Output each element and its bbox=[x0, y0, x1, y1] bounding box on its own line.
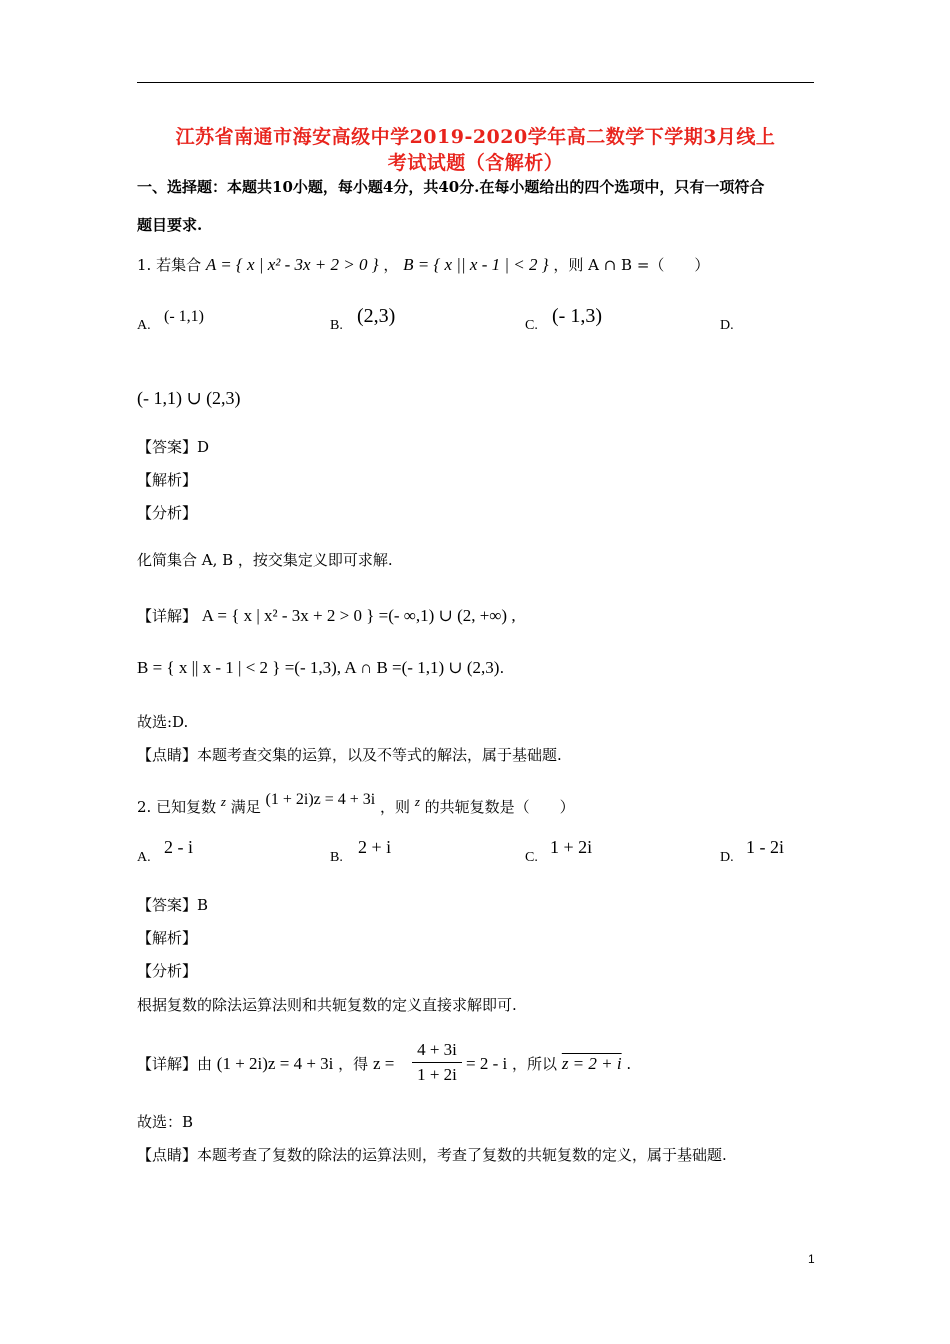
q2-answer: 【答案】B bbox=[137, 896, 209, 914]
q2-dianjing: 【点睛】本题考查了复数的除法的运算法则，考查了复数的共轭复数的定义，属于基础题. bbox=[137, 1146, 727, 1164]
q1-choose: 故选:D. bbox=[137, 713, 189, 731]
q1-detail-eq2: B = { x || x - 1 | < 2 } =(- 1,3), A ∩ B =(- 1,1) ∪ (2,3) bbox=[137, 658, 500, 677]
q2-equation: (1 + 2i)z = 4 + 3i bbox=[265, 791, 376, 808]
q1-option-d-label: D. bbox=[720, 318, 734, 333]
q1-stem-prefix: 1. 若集合 bbox=[137, 256, 202, 274]
q1-comma: ， bbox=[383, 256, 399, 274]
q2-detail-eq1: (1 + 2i)z = 4 + 3i bbox=[216, 1054, 334, 1073]
page-number: 1 bbox=[808, 1252, 815, 1266]
q1-option-d-value: (- 1,1) ∪ (2,3) bbox=[137, 388, 241, 408]
q2-option-d-value: 1 - 2i bbox=[746, 837, 784, 857]
q2-frac-denominator: 1 + 2i bbox=[417, 1065, 457, 1084]
q1-stem-suffix: ，则 A ∩ B =（ ） bbox=[553, 256, 710, 274]
q1-option-b-value: (2,3) bbox=[357, 305, 396, 327]
q2-conjugate: z = 2 + i bbox=[561, 1054, 622, 1073]
q2-detail-label: 【详解】由 bbox=[137, 1055, 213, 1073]
q2-option-b-value: 2 + i bbox=[358, 837, 392, 857]
q2-analysis: 根据复数的除法运算法则和共轭复数的定义直接求解即可. bbox=[137, 996, 517, 1014]
q1-option-c-label: C. bbox=[525, 318, 538, 333]
q2-option-d-label: D. bbox=[720, 850, 734, 865]
q1-detail-end: . bbox=[499, 659, 505, 677]
q1-detail-line2 bbox=[137, 658, 504, 678]
q1-detail-line1 bbox=[137, 606, 516, 626]
q2-z-var-2: z bbox=[414, 794, 420, 809]
q2-stem-prefix: 2. 已知复数 bbox=[137, 798, 217, 816]
q1-fenxi: 【分析】 bbox=[137, 504, 198, 522]
q2-detail bbox=[137, 1054, 394, 1074]
document-title-line2: 考试试题（含解析） bbox=[387, 152, 564, 174]
q1-stem bbox=[137, 255, 709, 275]
q2-option-a-label: A. bbox=[137, 850, 151, 865]
q1-option-c-value: (- 1,3) bbox=[552, 305, 602, 327]
q2-jiexi: 【解析】 bbox=[137, 929, 198, 947]
q1-set-b: B = { x || x - 1 | < 2 } bbox=[403, 255, 549, 274]
q1-dianjing: 【点睛】本题考查交集的运算，以及不等式的解法，属于基础题. bbox=[137, 746, 562, 764]
q1-option-b-label: B. bbox=[330, 318, 343, 333]
q2-choose: 故选：B bbox=[137, 1113, 194, 1131]
q2-option-c-value: 1 + 2i bbox=[550, 837, 593, 857]
q2-frac-bar bbox=[412, 1062, 462, 1063]
q2-detail-mid: ，得 bbox=[338, 1055, 369, 1073]
q1-detail-label: 【详解】 bbox=[137, 607, 198, 625]
q2-frac-numerator: 4 + 3i bbox=[417, 1040, 457, 1059]
q2-option-c-label: C. bbox=[525, 850, 538, 865]
q1-jiexi: 【解析】 bbox=[137, 471, 198, 489]
q2-stem bbox=[137, 790, 575, 816]
q1-detail-eq1: A = { x | x² - 3x + 2 > 0 } =(- ∞,1) ∪ (2, +∞) , bbox=[201, 606, 516, 625]
section-heading-line2: 题目要求. bbox=[137, 216, 203, 234]
q1-set-a: A = { x | x² - 3x + 2 > 0 } bbox=[205, 255, 379, 274]
q1-option-a-label: A. bbox=[137, 318, 151, 333]
q2-fenxi: 【分析】 bbox=[137, 962, 198, 980]
q2-z-var: z bbox=[220, 794, 226, 809]
document-title-line1: 江苏省南通市海安高级中学2019-2020学年高二数学下学期3月线上 bbox=[175, 126, 776, 148]
q1-option-a-value: (- 1,1) bbox=[164, 308, 204, 325]
section-heading-line1: 一、选择题：本题共10小题，每小题4分，共40分.在每小题给出的四个选项中，只有一项符合 bbox=[137, 178, 765, 196]
q2-stem-mid: 满足 bbox=[230, 798, 261, 816]
q2-option-a-value: 2 - i bbox=[164, 837, 193, 857]
header-rule bbox=[137, 82, 814, 83]
q1-answer: 【答案】D bbox=[137, 438, 210, 456]
q2-period: . bbox=[626, 1055, 632, 1073]
q2-stem-mid2: ，则 bbox=[380, 798, 411, 816]
q2-detail-result: = 2 - i bbox=[466, 1054, 508, 1073]
q2-fraction bbox=[412, 1040, 462, 1085]
q2-stem-suffix: 的共轭复数是（ ） bbox=[424, 798, 575, 816]
q1-analysis: 化简集合 A, B ，按交集定义即可求解. bbox=[137, 551, 393, 569]
q2-detail-tail bbox=[466, 1054, 631, 1074]
q2-detail-mid2: ，所以 bbox=[512, 1055, 558, 1073]
q2-detail-z: z = bbox=[372, 1054, 395, 1073]
q2-option-b-label: B. bbox=[330, 850, 343, 865]
